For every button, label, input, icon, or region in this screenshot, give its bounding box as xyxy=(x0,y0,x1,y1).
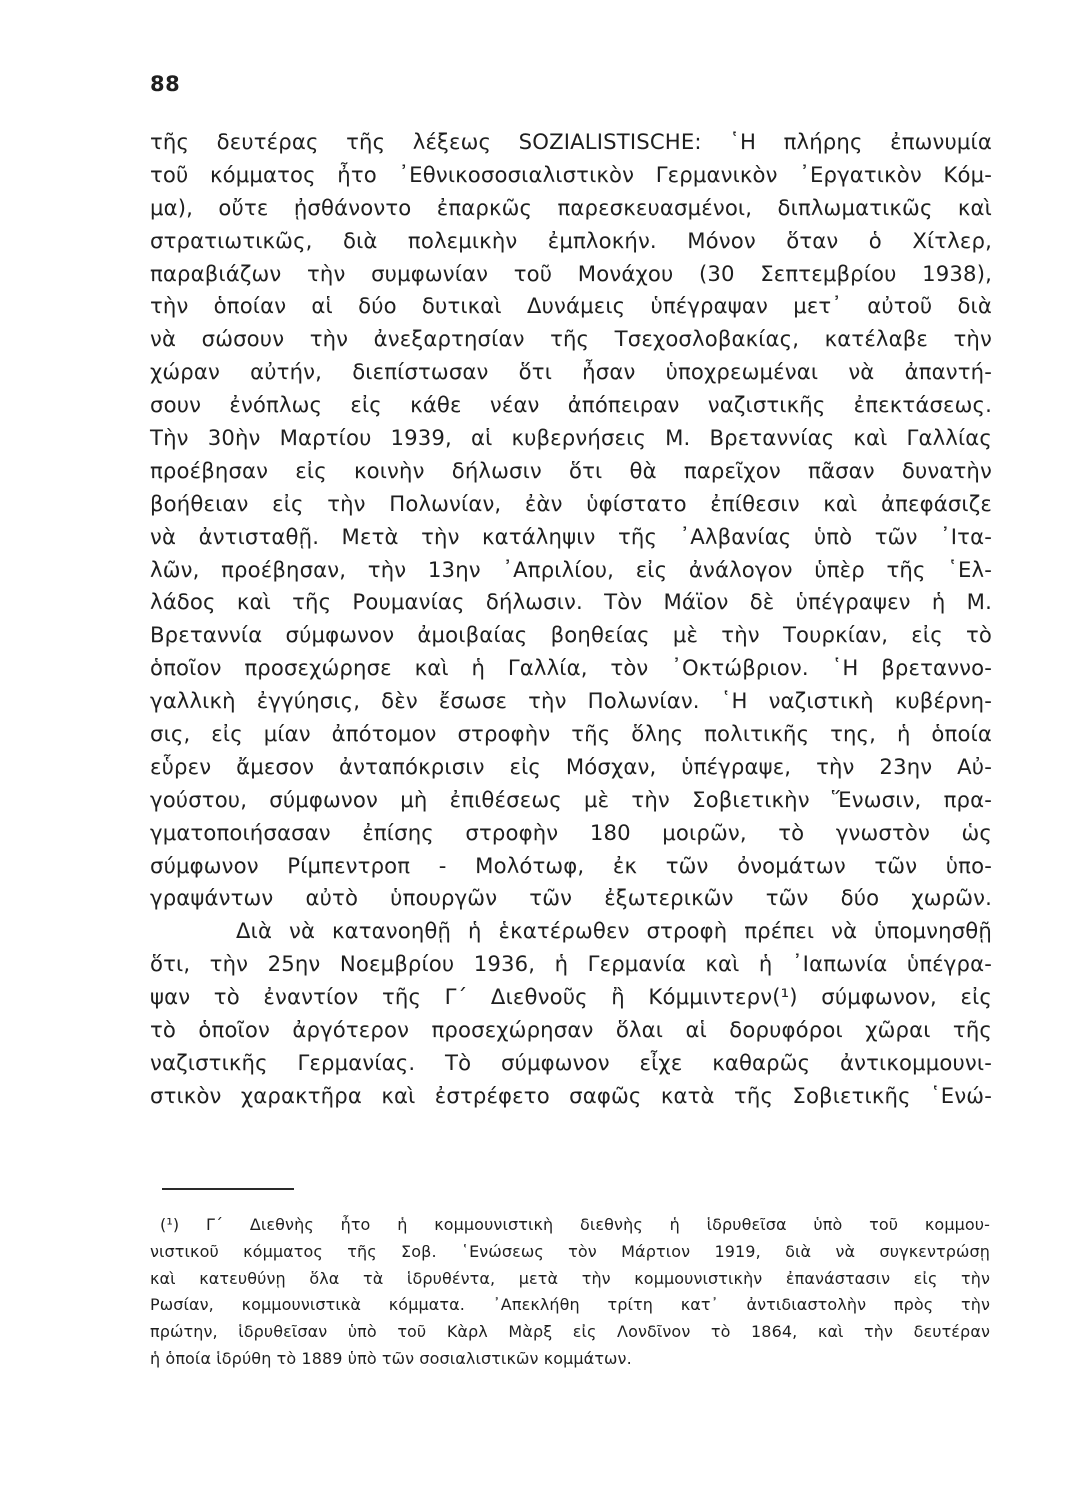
body-line: ναζιστικῆς Γερμανίας. Τὸ σύμφωνον εἶχε καθαρῶς ἀντικομμουνι- xyxy=(150,1049,992,1075)
body-line: σις, εἰς μίαν ἀπότομον στροφὴν τῆς ὅλης πολιτικῆς της, ἡ ὁποία xyxy=(150,721,992,747)
footnote-line: πρώτην, ἱδρυθεῖσαν ὑπὸ τοῦ Κὰρλ Μὰρξ εἰς Λονδῖνον τὸ 1864, καὶ τὴν δευτέραν xyxy=(150,1322,990,1342)
body-line: τοῦ κόμματος ἦτο ᾿Εθνικοσοσιαλιστικὸν Γερμανικὸν ᾿Εργατικὸν Κόμ- xyxy=(150,161,992,187)
body-line: ὁποῖον προσεχώρησε καὶ ἡ Γαλλία, τὸν ᾿Οκτώβριον. ῾Η βρεταννο- xyxy=(150,655,992,681)
footnote-line: (¹) Γ΄ Διεθνὴς ἦτο ἡ κομμουνιστικὴ διεθνὴς ἡ ἱδρυθεῖσα ὑπὸ τοῦ κομμου- xyxy=(160,1215,990,1234)
body-line: γραψάντων αὐτὸ ὑπουργῶν τῶν ἐξωτερικῶν τῶν δύο χωρῶν. xyxy=(150,885,992,911)
footnote-line: καὶ κατευθύνῃ ὅλα τὰ ἱδρυθέντα, μετὰ τὴν κομμουνιστικὴν ἐπανάστασιν εἰς τὴν xyxy=(150,1268,990,1288)
body-line: τῆς δευτέρας τῆς λέξεως SOZIALISTISCHE: ῾Η πλήρης ἐπωνυμία xyxy=(150,129,992,154)
body-line: γαλλικὴ ἐγγύησις, δὲν ἔσωσε τὴν Πολωνίαν. ῾Η ναζιστικὴ κυβέρνη- xyxy=(150,688,992,714)
body-line: λῶν, προέβησαν, τὴν 13ην ᾿Απριλίου, εἰς ἀνάλογον ὑπὲρ τῆς ῾Ελ- xyxy=(150,556,992,582)
body-line: χώραν αὐτήν, διεπίστωσαν ὅτι ἦσαν ὑποχρεωμέναι νὰ ἀπαντή- xyxy=(150,359,992,385)
body-line: βοήθειαν εἰς τὴν Πολωνίαν, ἐὰν ὑφίστατο ἐπίθεσιν καὶ ἀπεφάσιζε xyxy=(150,490,992,516)
body-line: ψαν τὸ ἐναντίον τῆς Γ΄ Διεθνοῦς ἢ Κόμμιντερν(¹) σύμφωνον, εἰς xyxy=(150,984,992,1010)
footnotes xyxy=(150,1212,990,1373)
body-line: νὰ ἀντισταθῇ. Μετὰ τὴν κατάληψιν τῆς ᾿Αλβανίας ὑπὸ τῶν ᾿Ιτα- xyxy=(150,523,992,549)
footnote-line: ἡ ὁποία ἱδρύθη τὸ 1889 ὑπὸ τῶν σοσιαλιστικῶν κομμάτων. xyxy=(150,1348,632,1368)
footnote-line: νιστικοῦ κόμματος τῆς Σοβ. ῾Ενώσεως τὸν Μάρτιον 1919, διὰ νὰ συγκεντρώσῃ xyxy=(150,1241,990,1261)
body-line: γματοποιήσασαν ἐπίσης στροφὴν 180 μοιρῶν, τὸ γνωστὸν ὡς xyxy=(150,819,992,845)
body-line: στρατιωτικῶς, διὰ πολεμικὴν ἐμπλοκήν. Μόνον ὅταν ὁ Χίτλερ, xyxy=(150,227,992,253)
body-line: προέβησαν εἰς κοινὴν δήλωσιν ὅτι θὰ παρεῖχον πᾶσαν δυνατὴν xyxy=(150,457,992,483)
body-line: Διὰ νὰ κατανοηθῇ ἡ ἑκατέρωθεν στροφὴ πρέπει νὰ ὑπομνησθῇ xyxy=(236,918,992,944)
body-line: στικὸν χαρακτῆρα καὶ ἐστρέφετο σαφῶς κατὰ τῆς Σοβιετικῆς ῾Ενώ- xyxy=(150,1082,992,1108)
footnote-line: Ρωσίαν, κομμουνιστικὰ κόμματα. ᾿Απεκλήθη τρίτη κατ᾿ ἀντιδιαστολὴν πρὸς τὴν xyxy=(150,1295,990,1315)
body-text xyxy=(150,126,992,1113)
body-line: σύμφωνον Ρίμπεντροπ - Μολότωφ, ἐκ τῶν ὀνομάτων τῶν ὑπο- xyxy=(150,852,992,878)
body-line: Βρεταννία σύμφωνον ἀμοιβαίας βοηθείας μὲ τὴν Τουρκίαν, εἰς τὸ xyxy=(150,622,992,648)
body-line: παραβιάζων τὴν συμφωνίαν τοῦ Μονάχου (30 Σεπτεμβρίου 1938), xyxy=(150,260,992,286)
footnote-divider xyxy=(162,1188,294,1190)
body-line: γούστου, σύμφωνον μὴ ἐπιθέσεως μὲ τὴν Σοβιετικὴν Ἕνωσιν, πρα- xyxy=(150,786,992,812)
body-line: εὗρεν ἄμεσον ἀνταπόκρισιν εἰς Μόσχαν, ὑπέγραψε, τὴν 23ην Αὐ- xyxy=(150,753,992,779)
body-line: ὅτι, τὴν 25ην Νοεμβρίου 1936, ἡ Γερμανία καὶ ἡ ᾿Ιαπωνία ὑπέγρα- xyxy=(150,951,992,977)
body-line: μα), οὔτε ᾐσθάνοντο ἐπαρκῶς παρεσκευασμένοι, διπλωματικῶς καὶ xyxy=(150,194,992,220)
body-line: Τὴν 30ὴν Μαρτίου 1939, αἱ κυβερνήσεις Μ. Βρεταννίας καὶ Γαλλίας xyxy=(150,425,992,451)
body-line: λάδος καὶ τῆς Ρουμανίας δήλωσιν. Τὸν Μάϊον δὲ ὑπέγραψεν ἡ Μ. xyxy=(150,589,992,615)
page-number: 88 xyxy=(150,72,181,96)
body-line: νὰ σώσουν τὴν ἀνεξαρτησίαν τῆς Τσεχοσλοβακίας, κατέλαβε τὴν xyxy=(150,326,992,352)
body-line: σουν ἐνόπλως εἰς κάθε νέαν ἀπόπειραν ναζιστικῆς ἐπεκτάσεως. xyxy=(150,392,992,418)
body-line: τὴν ὁποίαν αἱ δύο δυτικαὶ Δυνάμεις ὑπέγραψαν μετ᾿ αὐτοῦ διὰ xyxy=(150,293,992,319)
body-line: τὸ ὁποῖον ἀργότερον προσεχώρησαν ὅλαι αἱ δορυφόροι χῶραι τῆς xyxy=(150,1017,992,1043)
